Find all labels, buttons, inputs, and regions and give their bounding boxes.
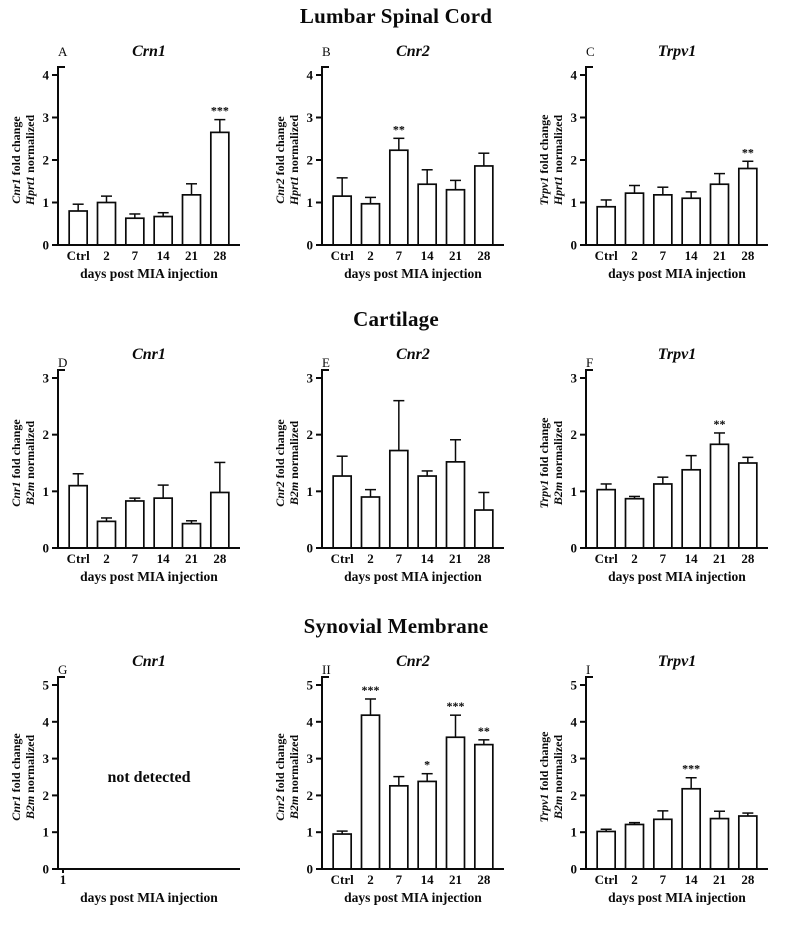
- bar: [682, 789, 700, 869]
- y-axis-label: B2m normalized: [551, 734, 565, 820]
- y-axis-label: B2m normalized: [23, 734, 37, 820]
- chart-cnr1-synovial-membrane-not-detected: [0, 641, 264, 907]
- chart-title: Crn1: [132, 43, 166, 60]
- y-tick-label: 2: [306, 152, 313, 168]
- x-tick-label: 7: [131, 551, 139, 566]
- x-tick-label: 2: [103, 248, 110, 263]
- bar: [390, 150, 408, 245]
- y-axis-label: Trpv1 fold change: [537, 731, 551, 823]
- y-tick-label: 1: [306, 824, 313, 840]
- x-tick-label: 28: [741, 872, 755, 887]
- panel-a: [0, 31, 264, 283]
- y-tick-label: 0: [570, 540, 577, 556]
- x-tick-label: 21: [713, 872, 726, 887]
- bar: [475, 745, 493, 869]
- x-tick-label: 2: [631, 872, 638, 887]
- y-tick-label: 3: [306, 370, 313, 386]
- significance-stars: ***: [210, 103, 229, 118]
- x-tick-label: 14: [156, 248, 170, 263]
- y-tick-label: 3: [570, 370, 577, 386]
- bar-chart-crn1-lumbar-spinal-cord: [0, 31, 264, 283]
- bar: [475, 510, 493, 548]
- y-tick-label: 3: [570, 110, 577, 125]
- bar: [597, 831, 615, 869]
- bar: [597, 490, 615, 548]
- bar: [69, 486, 87, 548]
- panel-g: [0, 641, 264, 907]
- y-tick-label: 1: [42, 483, 49, 499]
- x-tick-label: 21: [449, 551, 462, 566]
- x-tick-label: 14: [684, 248, 698, 263]
- bar: [447, 737, 465, 869]
- panel-row-synovial-membrane: [0, 641, 792, 907]
- bar: [475, 166, 493, 245]
- panel-letter: F: [586, 355, 594, 370]
- y-axis-label: Hprt1 normalized: [551, 114, 565, 206]
- y-axis-label: B2m normalized: [23, 420, 37, 506]
- bar: [362, 204, 380, 245]
- bar: [682, 198, 700, 245]
- y-tick-label: 2: [570, 152, 577, 168]
- chart-title: Trpv1: [657, 653, 697, 670]
- y-tick-label: 0: [42, 540, 49, 556]
- y-tick-label: 5: [42, 677, 49, 693]
- y-tick-label: 4: [42, 67, 49, 83]
- y-axis-label: Cnr2 fold change: [273, 419, 287, 507]
- y-axis-label: Cnr1 fold change: [9, 419, 23, 507]
- section-title-synovial-membrane: Synovial Membrane: [303, 614, 489, 638]
- y-tick-label: 3: [570, 751, 577, 767]
- bar-chart-cnr1-cartilage: [0, 334, 264, 586]
- x-axis-label: days post MIA injection: [344, 890, 482, 905]
- bar: [711, 819, 729, 869]
- x-tick-label: 28: [477, 551, 491, 566]
- y-tick-label: 0: [306, 540, 313, 556]
- panel-row-lumbar-spinal-cord: [0, 31, 792, 283]
- y-tick-label: 3: [42, 370, 49, 386]
- x-tick-label: 2: [631, 551, 638, 566]
- chart-title: Trpv1: [657, 346, 697, 363]
- y-tick-label: 1: [570, 824, 577, 840]
- bar-chart-trpv1-cartilage: [528, 334, 792, 586]
- x-axis-label: days post MIA injection: [80, 890, 218, 905]
- bar: [597, 207, 615, 245]
- x-tick-label: 21: [713, 248, 726, 263]
- bar: [126, 218, 144, 245]
- bar: [626, 499, 644, 548]
- bar: [739, 169, 757, 246]
- panel-letter: D: [58, 355, 68, 370]
- x-tick-label: 14: [684, 551, 698, 566]
- section-title-cartilage: Cartilage: [353, 307, 439, 331]
- x-tick-label: 2: [367, 872, 374, 887]
- bar: [333, 476, 351, 548]
- bar-chart-cnr2-cartilage: [264, 334, 528, 586]
- significance-stars: **: [392, 122, 405, 137]
- y-axis-label: Cnr1 fold change: [9, 733, 23, 821]
- x-tick-label: 14: [420, 248, 434, 263]
- panel-i: [528, 641, 792, 907]
- bar: [711, 444, 729, 548]
- x-tick-label: 28: [741, 551, 755, 566]
- not-detected-label: not detected: [107, 769, 191, 786]
- panel-letter: II: [322, 662, 331, 677]
- bar: [333, 196, 351, 245]
- panel-letter: I: [586, 662, 591, 677]
- x-tick-label: 21: [713, 551, 726, 566]
- bar: [98, 203, 116, 246]
- y-tick-label: 3: [306, 751, 313, 767]
- x-tick-label: 28: [477, 248, 491, 263]
- x-tick-label: 7: [659, 872, 667, 887]
- bar-chart-cnr2-lumbar-spinal-cord: [264, 31, 528, 283]
- significance-stars: ***: [361, 682, 380, 697]
- y-tick-label: 2: [570, 787, 577, 803]
- bar: [418, 476, 436, 548]
- bar: [654, 819, 672, 869]
- y-tick-label: 4: [42, 714, 49, 730]
- panel-letter: E: [322, 355, 330, 370]
- x-start-label: 1: [59, 872, 67, 887]
- bar: [682, 470, 700, 548]
- x-tick-label: 21: [449, 872, 462, 887]
- x-tick-label: 2: [367, 551, 374, 566]
- bar: [126, 501, 144, 548]
- panel-c: [528, 31, 792, 283]
- bar: [333, 834, 351, 869]
- y-tick-label: 0: [570, 237, 577, 253]
- y-tick-label: 5: [306, 677, 313, 693]
- bar: [739, 463, 757, 548]
- bar: [390, 451, 408, 548]
- y-tick-label: 2: [42, 427, 49, 443]
- x-tick-label: 7: [131, 248, 139, 263]
- y-tick-label: 2: [306, 427, 313, 443]
- significance-stars: *: [424, 757, 431, 772]
- y-tick-label: 4: [306, 714, 313, 730]
- bar: [626, 193, 644, 245]
- bar: [447, 462, 465, 548]
- panel-d: [0, 334, 264, 586]
- bar-chart-trpv1-lumbar-spinal-cord: [528, 31, 792, 283]
- y-axis-label: Hprt1 normalized: [23, 114, 37, 206]
- bar: [362, 715, 380, 869]
- x-tick-label: 7: [659, 248, 667, 263]
- panel-letter: C: [586, 44, 595, 59]
- x-tick-label: Ctrl: [66, 551, 90, 566]
- x-tick-label: Ctrl: [66, 248, 90, 263]
- x-axis-label: days post MIA injection: [608, 266, 746, 281]
- x-tick-label: 28: [213, 551, 227, 566]
- x-tick-label: Ctrl: [330, 872, 354, 887]
- x-tick-label: 21: [185, 248, 198, 263]
- x-axis-label: days post MIA injection: [80, 569, 218, 584]
- bar: [98, 521, 116, 548]
- bar: [447, 190, 465, 245]
- x-tick-label: 7: [395, 551, 403, 566]
- panel-letter: A: [58, 44, 68, 59]
- y-axis-label: Cnr1 fold change: [9, 116, 23, 204]
- y-tick-label: 4: [306, 67, 313, 83]
- y-tick-label: 1: [42, 824, 49, 840]
- significance-stars: **: [477, 723, 490, 738]
- panel-row-cartilage: [0, 334, 792, 586]
- y-tick-label: 2: [42, 787, 49, 803]
- x-tick-label: 14: [420, 872, 434, 887]
- y-axis-label: Trpv1 fold change: [537, 114, 551, 206]
- y-tick-label: 5: [570, 677, 577, 693]
- panel-e: [264, 334, 528, 586]
- bar: [211, 492, 229, 548]
- chart-title: Cnr1: [132, 653, 166, 670]
- significance-stars: **: [741, 145, 754, 160]
- x-axis-label: days post MIA injection: [344, 569, 482, 584]
- x-axis-label: days post MIA injection: [80, 266, 218, 281]
- y-axis-label: Cnr2 fold change: [273, 733, 287, 821]
- x-tick-label: 28: [213, 248, 227, 263]
- y-tick-label: 1: [306, 195, 313, 210]
- bar: [654, 195, 672, 245]
- section-lumbar-spinal-cord: [0, 4, 792, 283]
- y-tick-label: 1: [306, 483, 313, 499]
- x-tick-label: 14: [156, 551, 170, 566]
- y-tick-label: 3: [306, 110, 313, 125]
- bar: [711, 184, 729, 245]
- panel-letter: B: [322, 44, 331, 59]
- x-tick-label: 7: [395, 872, 403, 887]
- y-axis-label: B2m normalized: [287, 420, 301, 506]
- x-axis-label: days post MIA injection: [608, 569, 746, 584]
- x-tick-label: 28: [477, 872, 491, 887]
- x-tick-label: 2: [631, 248, 638, 263]
- bar: [739, 816, 757, 869]
- y-tick-label: 0: [570, 861, 577, 877]
- y-tick-label: 4: [570, 67, 577, 83]
- y-tick-label: 0: [306, 237, 313, 253]
- y-axis-label: B2m normalized: [551, 420, 565, 506]
- x-tick-label: Ctrl: [594, 248, 618, 263]
- x-tick-label: 28: [741, 248, 755, 263]
- bar: [626, 824, 644, 869]
- y-tick-label: 3: [42, 751, 49, 767]
- bar: [418, 781, 436, 869]
- chart-title: Trpv1: [657, 43, 697, 60]
- section-synovial-membrane: [0, 614, 792, 907]
- bar-chart-cnr2-synovial-membrane: [264, 641, 528, 907]
- y-tick-label: 0: [306, 861, 313, 877]
- significance-stars: ***: [682, 761, 701, 776]
- chart-title: Cnr2: [396, 346, 430, 363]
- bar: [183, 195, 201, 245]
- y-tick-label: 1: [570, 195, 577, 210]
- x-tick-label: 7: [659, 551, 667, 566]
- y-tick-label: 2: [570, 427, 577, 443]
- bar: [654, 484, 672, 548]
- y-tick-label: 0: [42, 861, 49, 877]
- bar: [69, 211, 87, 245]
- x-axis-label: days post MIA injection: [608, 890, 746, 905]
- x-tick-label: Ctrl: [330, 551, 354, 566]
- significance-stars: **: [713, 416, 726, 431]
- y-tick-label: 0: [42, 237, 49, 253]
- y-tick-label: 2: [42, 152, 49, 168]
- y-tick-label: 3: [42, 110, 49, 125]
- y-tick-label: 4: [570, 714, 577, 730]
- bar-chart-trpv1-synovial-membrane: [528, 641, 792, 907]
- x-tick-label: 14: [420, 551, 434, 566]
- x-tick-label: Ctrl: [594, 872, 618, 887]
- panel-letter: G: [58, 662, 68, 677]
- x-tick-label: 7: [395, 248, 403, 263]
- x-tick-label: 21: [449, 248, 462, 263]
- panel-f: [528, 334, 792, 586]
- x-tick-label: 14: [684, 872, 698, 887]
- x-tick-label: 2: [103, 551, 110, 566]
- x-tick-label: Ctrl: [330, 248, 354, 263]
- section-cartilage: [0, 307, 792, 586]
- y-tick-label: 1: [42, 195, 49, 210]
- y-tick-label: 2: [306, 787, 313, 803]
- bar: [362, 497, 380, 548]
- x-tick-label: 2: [367, 248, 374, 263]
- chart-title: Cnr2: [396, 43, 430, 60]
- x-tick-label: Ctrl: [594, 551, 618, 566]
- chart-title: Cnr2: [396, 653, 430, 670]
- panel-b: [264, 31, 528, 283]
- bar: [211, 132, 229, 245]
- panel-h: [264, 641, 528, 907]
- y-tick-label: 1: [570, 483, 577, 499]
- x-axis-label: days post MIA injection: [344, 266, 482, 281]
- bar: [183, 524, 201, 548]
- y-axis-label: Trpv1 fold change: [537, 417, 551, 509]
- bar: [418, 184, 436, 245]
- x-tick-label: 21: [185, 551, 198, 566]
- y-axis-label: B2m normalized: [287, 734, 301, 820]
- y-axis-label: Hprt1 normalized: [287, 114, 301, 206]
- chart-title: Cnr1: [132, 346, 166, 363]
- bar: [154, 217, 172, 245]
- bar: [390, 786, 408, 869]
- section-title-lumbar-spinal-cord: Lumbar Spinal Cord: [299, 4, 493, 28]
- significance-stars: ***: [446, 699, 465, 714]
- bar: [154, 498, 172, 548]
- y-axis-label: Cnr2 fold change: [273, 116, 287, 204]
